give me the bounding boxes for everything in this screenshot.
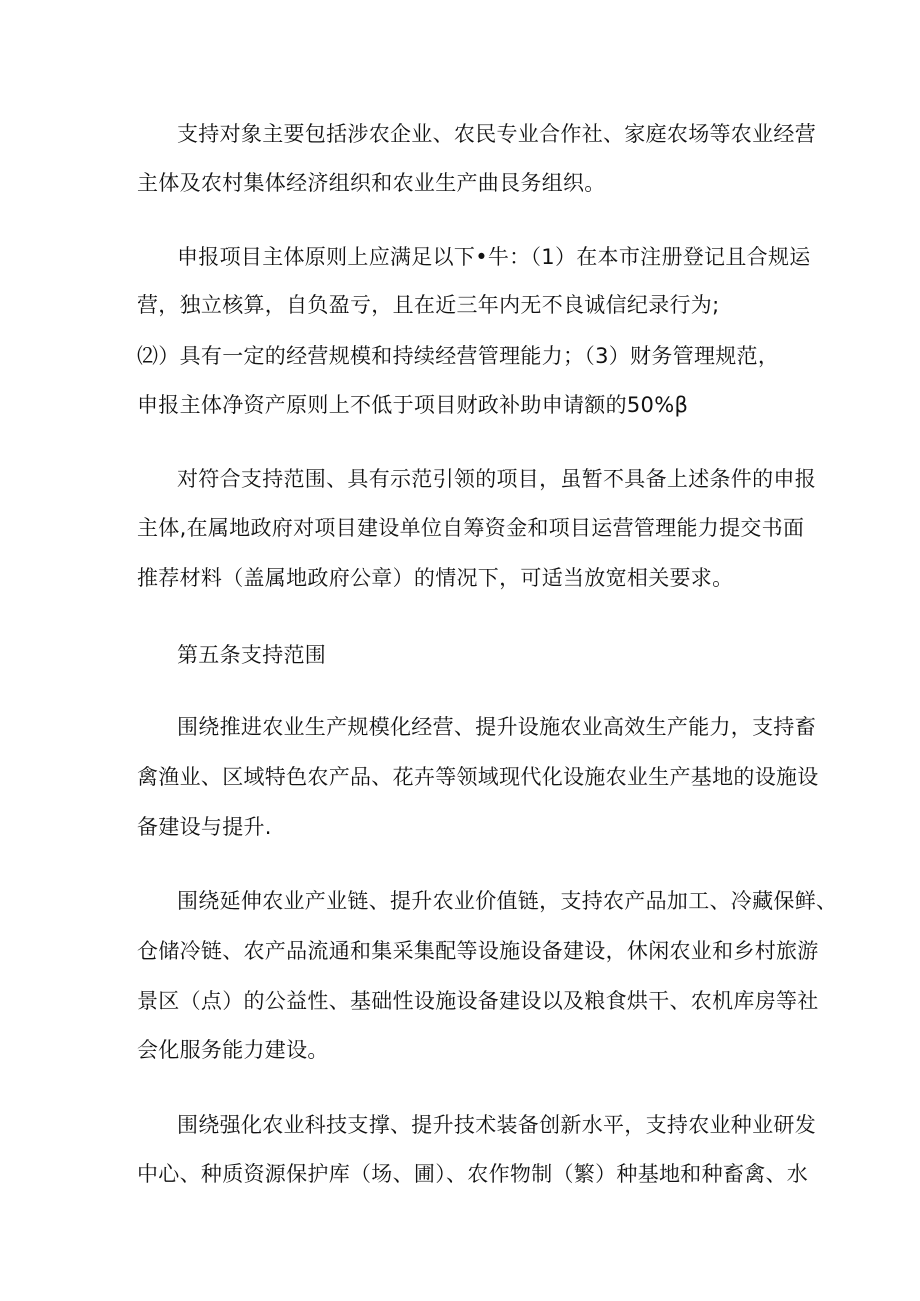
paragraph-4-line-1: 围绕推进农业生产规模化经营、提升设施农业高效生产能力，支持畜	[177, 715, 816, 739]
paragraph-3-line-2: 主体,在属地政府对项目建设单位自筹资金和项目运营管理能力提交书面	[137, 516, 805, 540]
paragraph-3-line-1: 对符合支持范围、具有示范引领的项目，虽暂不具备上述条件的申报	[177, 467, 816, 491]
paragraph-4-line-3: 备建设与提升.	[137, 815, 272, 839]
paragraph-2-line-3: ⑵）具有一定的经营规模和持续经营管理能力；（3）财务管理规范，	[137, 344, 780, 368]
paragraph-4-line-2: 禽渔业、区域特色农产品、花卉等领域现代化设施农业生产基地的设施设	[137, 765, 819, 789]
paragraph-2-line-2: 营，独立核算，自负盈亏，且在近三年内无不良诚信纪录行为;	[137, 293, 720, 317]
paragraph-5-line-1: 围绕延伸农业产业链、提升农业价值链，支持农产品加工、冷藏保鲜、	[177, 889, 838, 913]
paragraph-2-line-4: 申报主体净资产原则上不低于项目财政补助申请额的50%β	[137, 393, 689, 417]
section-heading: 第五条支持范围	[177, 643, 327, 667]
paragraph-5-line-4: 会化服务能力建设。	[137, 1038, 329, 1062]
paragraph-1-line-2: 主体及农村集体经济组织和农业生产曲艮务组织。	[137, 171, 606, 195]
paragraph-2-line-1: 申报项目主体原则上应满足以下•牛：（1）在本市注册登记且合规运	[177, 245, 811, 269]
paragraph-6-line-2: 中心、种质资源保护库（场、圃）、农作物制（繁）种基地和种畜禽、水	[137, 1162, 809, 1186]
paragraph-1-line-1: 支持对象主要包括涉农企业、农民专业合作社、家庭农场等农业经营	[177, 122, 816, 146]
paragraph-5-line-2: 仓储冷链、农产品流通和集采集配等设施设备建设，休闲农业和乡村旅游	[137, 939, 819, 963]
paragraph-3-line-3: 推荐材料（盖属地政府公章）的情况下，可适当放宽相关要求。	[137, 566, 734, 590]
paragraph-5-line-3: 景区（点）的公益性、基础性设施设备建设以及粮食烘干、农机库房等社	[137, 989, 819, 1013]
paragraph-6-line-1: 围绕强化农业科技支撑、提升技术装备创新水平，支持农业种业研发	[177, 1113, 816, 1137]
